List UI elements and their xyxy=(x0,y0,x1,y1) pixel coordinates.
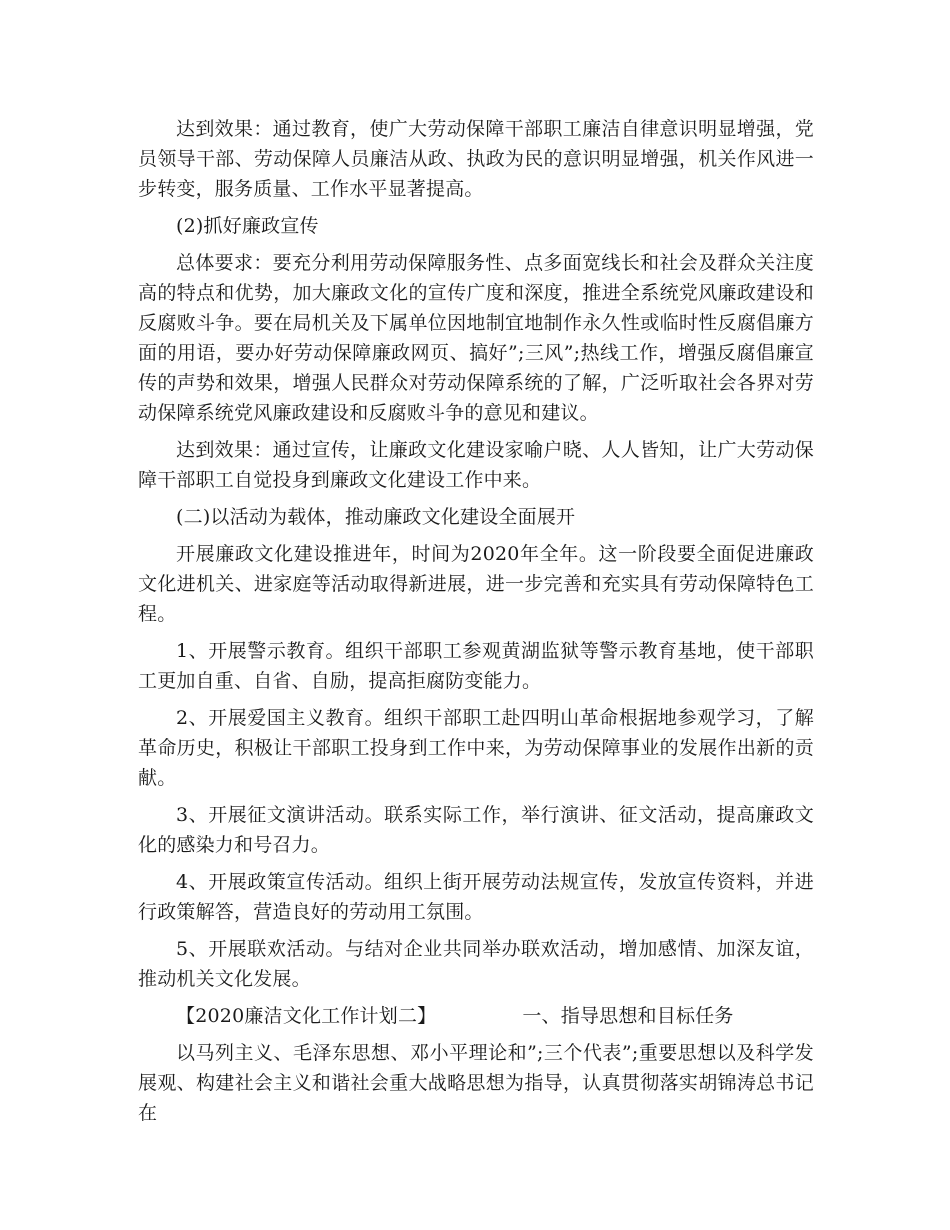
document-page xyxy=(138,114,814,1128)
paragraph-item-1: 1、开展警示教育。组织干部职工参观黄湖监狱等警示教育基地，使干部职工更加自重、自省、自励，提高拒腐防变能力。 xyxy=(138,640,814,692)
paragraph-item-5: 5、开展联欢活动。与结对企业共同举办联欢活动，增加感情、加深友谊，推动机关文化发展。 xyxy=(138,938,814,990)
paragraph-item-4: 4、开展政策宣传活动。组织上街开展劳动法规宣传，发放宣传资料，并进行政策解答，营造良好的劳动用工氛围。 xyxy=(138,871,814,923)
plan-section-title: 一、指导思想和目标任务 xyxy=(522,1005,734,1027)
paragraph-overall-requirements: 总体要求：要充分利用劳动保障服务性、点多面宽线长和社会及群众关注度高的特点和优势，加大廉政文化的宣传广度和深度，推进全系统党风廉政建设和反腐败斗争。要在局机关及下属单位因地制宜地制作永久性或临时性反腐倡廉方面的用语，要办好劳动保障廉政网页、搞好”;三风”;热线工作，增强反腐倡廉宣传的声势和效果，增强人民群众对劳动保障系统的了解，广泛听取社会各界对劳动保障系统党风廉政建设和反腐败斗争的意见和建议。 xyxy=(138,252,814,424)
paragraph-effect-publicity: 达到效果：通过宣传，让廉政文化建设家喻户晓、人人皆知，让广大劳动保障干部职工自觉投身到廉政文化建设工作中来。 xyxy=(138,439,814,491)
paragraph-effect-education: 达到效果：通过教育，使广大劳动保障干部职工廉洁自律意识明显增强，党员领导干部、劳动保障人员廉洁从政、执政为民的意识明显增强，机关作风进一步转变，服务质量、工作水平显著提高。 xyxy=(138,118,814,200)
paragraph-heading-activities: (二)以活动为载体，推动廉政文化建设全面展开 xyxy=(176,506,576,528)
paragraph-promotion-year: 开展廉政文化建设推进年，时间为2020年全年。这一阶段要全面促进廉政文化进机关、进家庭等活动取得新进展，进一步完善和充实具有劳动保障特色工程。 xyxy=(138,543,814,625)
paragraph-heading-publicity: (2)抓好廉政宣传 xyxy=(176,215,319,237)
plan-heading xyxy=(138,1001,814,1031)
paragraph-item-2: 2、开展爱国主义教育。组织干部职工赴四明山革命根据地参观学习，了解革命历史，积极让干部职工投身到工作中来，为劳动保障事业的发展作出新的贡献。 xyxy=(138,707,814,789)
paragraph-item-3: 3、开展征文演讲活动。联系实际工作，举行演讲、征文活动，提高廉政文化的感染力和号召力。 xyxy=(138,804,814,856)
paragraph-guiding-ideology: 以马列主义、毛泽东思想、邓小平理论和”;三个代表”;重要思想以及科学发展观、构建社会主义和谐社会重大战略思想为指导，认真贯彻落实胡锦涛总书记在 xyxy=(138,1042,814,1124)
plan-title: 【2020廉洁文化工作计划二】 xyxy=(176,1005,437,1027)
